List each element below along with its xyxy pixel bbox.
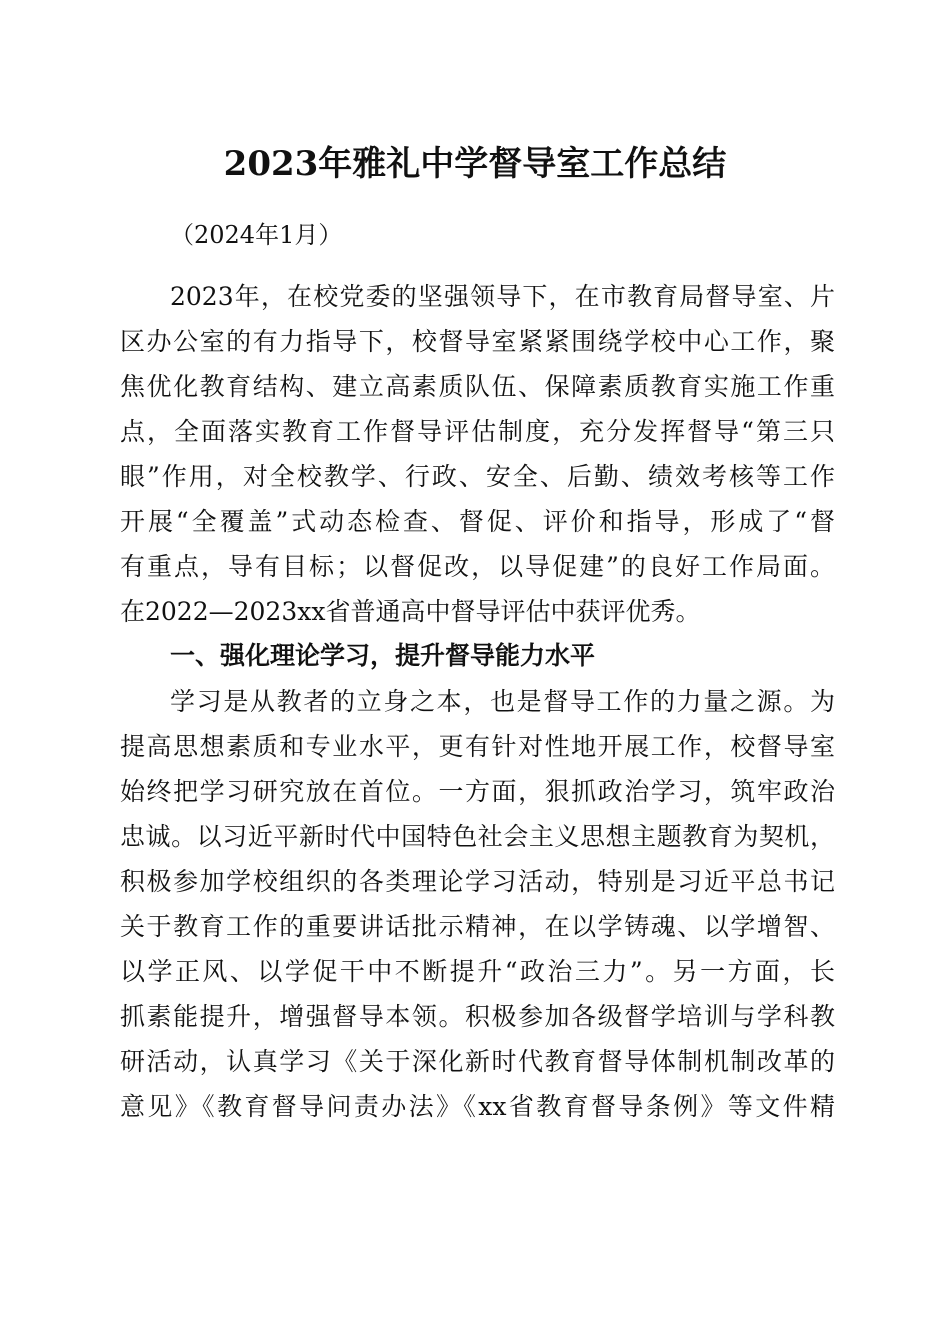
paragraph-1-line: 有重点，导有目标；以督促改，以导促建”的良好工作局面。 (120, 552, 835, 581)
paragraph-1-line: 焦优化教育结构、建立高素质队伍、保障素质教育实施工作重 (120, 372, 835, 401)
paragraph-2-line: 研活动，认真学习《关于深化新时代教育督导体制机制改革的 (120, 1047, 835, 1076)
paragraph-2-line: 积极参加学校组织的各类理论学习活动，特别是习近平总书记 (120, 867, 835, 896)
paragraph-2-line: 意见》《教育督导问责办法》《xx省教育督导条例》等文件精 (120, 1092, 835, 1121)
paragraph-2-line: 始终把学习研究放在首位。一方面，狠抓政治学习，筑牢政治 (120, 777, 835, 806)
paragraph-2-line: 忠诚。以习近平新时代中国特色社会主义思想主题教育为契机， (120, 822, 835, 851)
paragraph-1-line: 点，全面落实教育工作督导评估制度，充分发挥督导“第三只 (120, 417, 835, 446)
paragraph-2-line: 抓素能提升，增强督导本领。积极参加各级督学培训与学科教 (120, 1002, 835, 1031)
paragraph-1-line: 2023年，在校党委的坚强领导下，在市教育局督导室、片 (170, 282, 835, 311)
document-title: 2023年雅礼中学督导室工作总结 (223, 144, 727, 184)
paragraph-2-line: 提高思想素质和专业水平，更有针对性地开展工作，校督导室 (120, 732, 835, 761)
paragraph-1-line: 开展“全覆盖”式动态检查、督促、评价和指导，形成了“督 (120, 507, 835, 536)
paragraph-1-line: 区办公室的有力指导下，校督导室紧紧围绕学校中心工作，聚 (120, 327, 835, 356)
paragraph-2-line: 关于教育工作的重要讲话批示精神，在以学铸魂、以学增智、 (120, 912, 835, 941)
paragraph-1-line: 在2022—2023xx省普通高中督导评估中获评优秀。 (120, 597, 701, 626)
paragraph-1-line: 眼”作用，对全校教学、行政、安全、后勤、绩效考核等工作 (120, 462, 835, 491)
section-1-heading: 一、强化理论学习，提升督导能力水平 (170, 641, 596, 670)
paragraph-2-line: 学习是从教者的立身之本，也是督导工作的力量之源。为 (170, 687, 835, 716)
paragraph-2-line: 以学正风、以学促干中不断提升“政治三力”。另一方面，长 (120, 957, 835, 986)
document-date: （2024年1月） (170, 221, 343, 249)
